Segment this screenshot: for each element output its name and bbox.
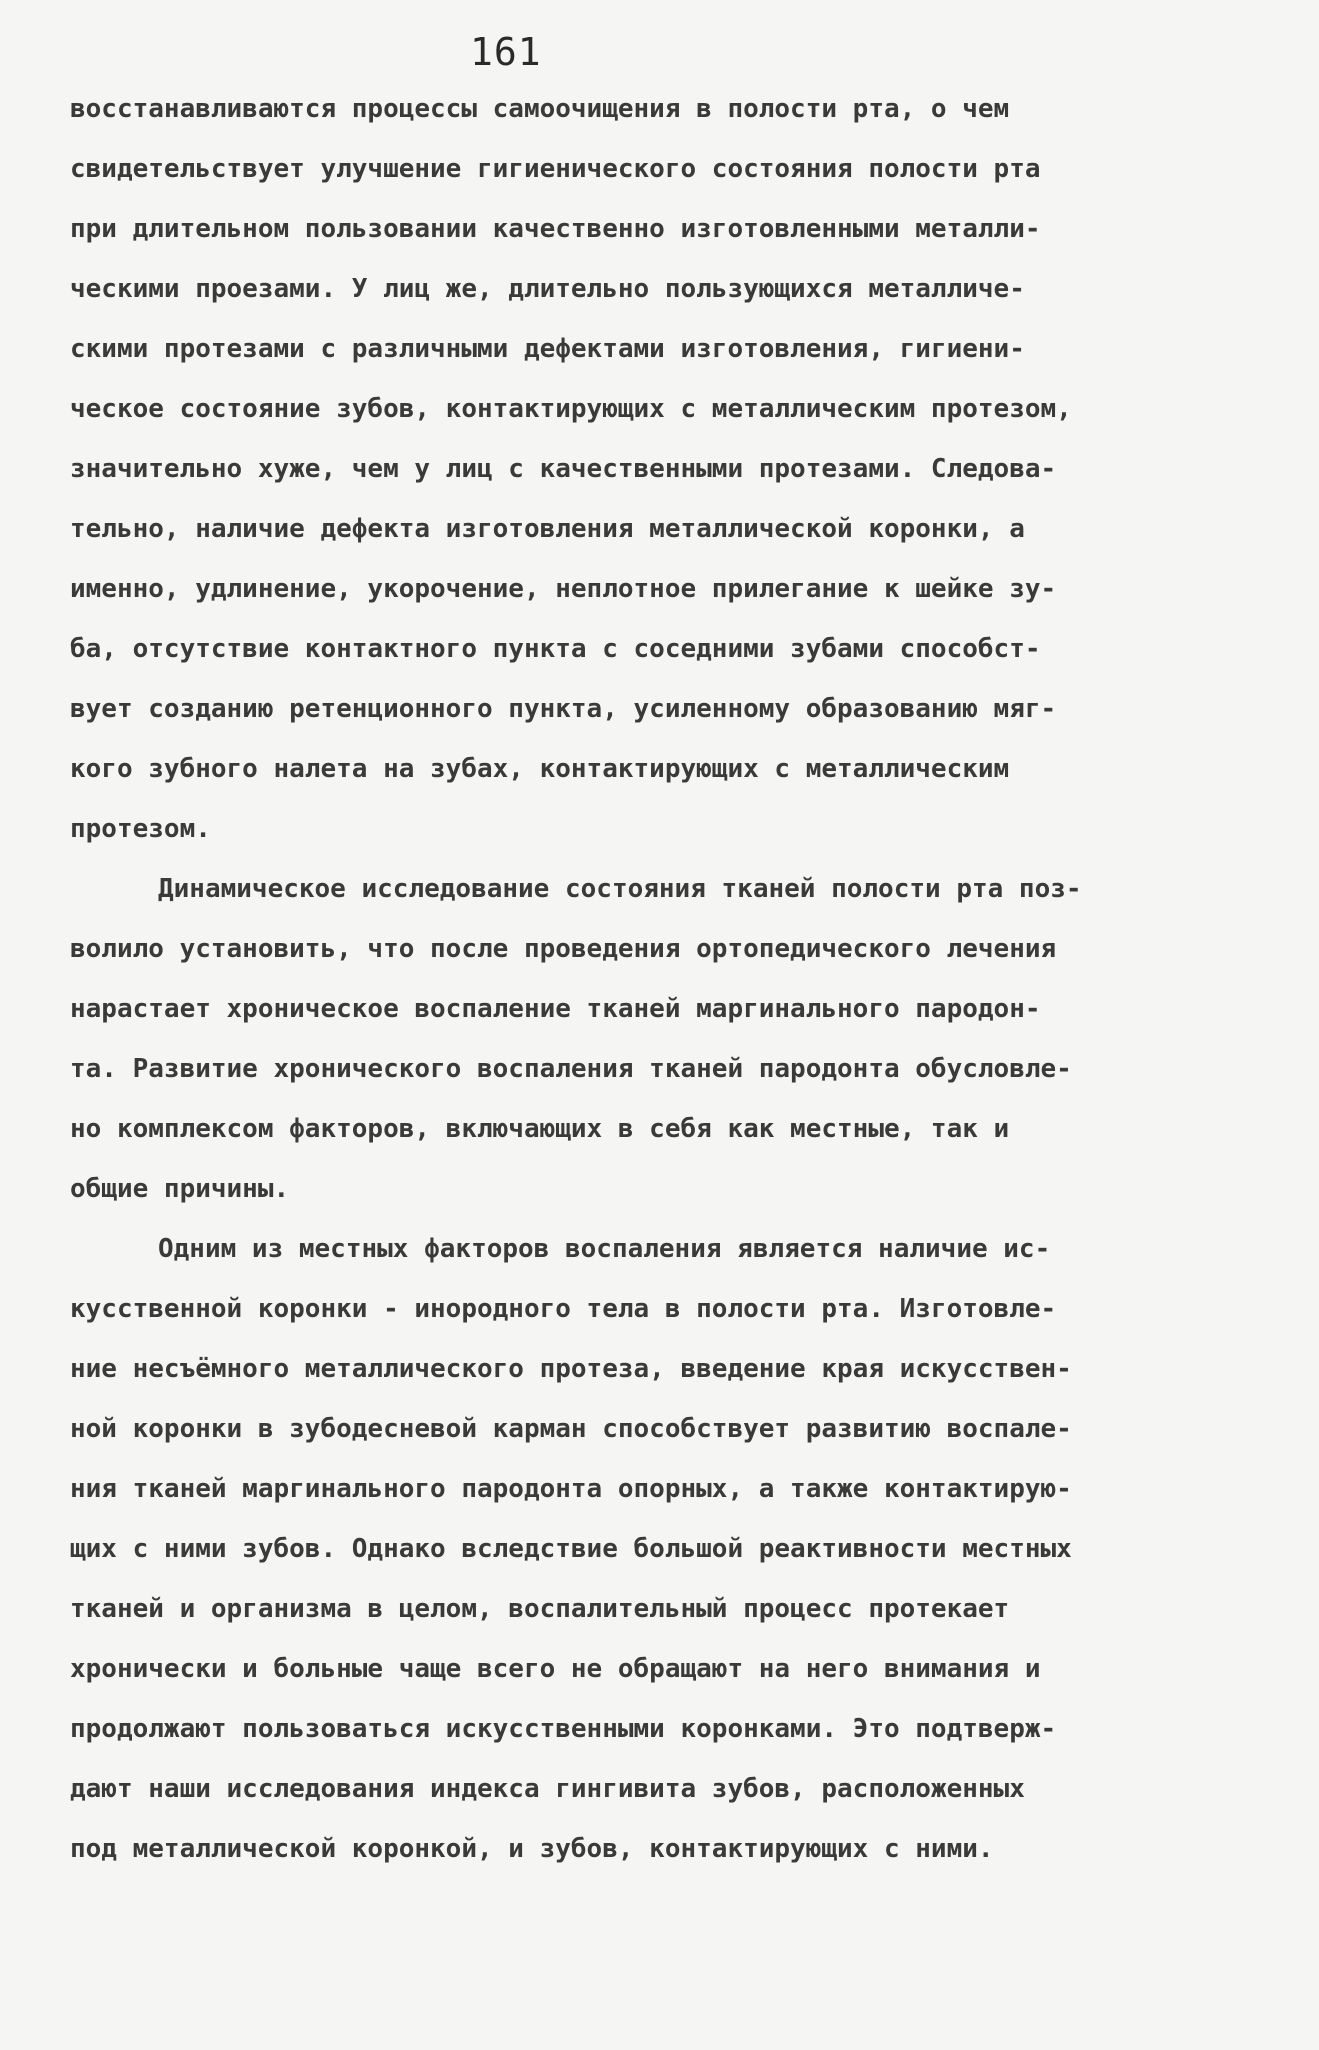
text-line: под металлической коронкой, и зубов, контактирующих с ними. — [70, 1834, 994, 1864]
text-line: вует созданию ретенционного пункта, усиленному образованию мяг- — [70, 694, 1057, 724]
text-line: ной коронки в зубодесневой карман способствует развитию воспале- — [70, 1414, 1072, 1444]
text-line: кого зубного налета на зубах, контактирующих с металлическим — [70, 754, 1010, 784]
text-line: восстанавливаются процессы самоочищения в полости рта, о чем — [70, 94, 1010, 124]
text-line: кусственной коронки - инородного тела в полости рта. Изготовле- — [70, 1294, 1057, 1324]
text-line: именно, удлинение, укорочение, неплотное прилегание к шейке зу- — [70, 574, 1057, 604]
text-line: та. Развитие хронического воспаления тканей пародонта обусловле- — [70, 1054, 1072, 1084]
text-line: но комплексом факторов, включающих в себя как местные, так и — [70, 1114, 1010, 1144]
text-line: при длительном пользовании качественно изготовленными металли- — [70, 214, 1041, 244]
text-line: общие причины. — [70, 1174, 290, 1204]
text-line: скими протезами с различными дефектами изготовления, гигиени- — [70, 334, 1025, 364]
text-line: тканей и организма в целом, воспалительный процесс протекает — [70, 1594, 1010, 1624]
text-line: Динамическое исследование состояния тканей полости рта поз- — [158, 874, 1082, 904]
text-line: хронически и больные чаще всего не обращают на него внимания и — [70, 1654, 1041, 1684]
text-line: свидетельствует улучшение гигиенического состояния полости рта — [70, 154, 1041, 184]
page-number: 161 — [470, 30, 542, 74]
text-line: дают наши исследования индекса гингивита зубов, расположенных — [70, 1774, 1025, 1804]
text-line: Одним из местных факторов воспаления является наличие ис- — [158, 1234, 1051, 1264]
text-line: щих с ними зубов. Однако вследствие большой реактивности местных — [70, 1534, 1072, 1564]
text-line: ние несъёмного металлического протеза, введение края искусствен- — [70, 1354, 1072, 1384]
text-line: тельно, наличие дефекта изготовления металлической коронки, а — [70, 514, 1025, 544]
text-line: ческими проезами. У лиц же, длительно пользующихся металличе- — [70, 274, 1025, 304]
text-line: ческое состояние зубов, контактирующих с металлическим протезом, — [70, 394, 1072, 424]
text-line: продолжают пользоваться искусственными коронками. Это подтверж- — [70, 1714, 1057, 1744]
text-line: ния тканей маргинального пародонта опорных, а также контактирую- — [70, 1474, 1072, 1504]
text-line: ба, отсутствие контактного пункта с соседними зубами способст- — [70, 634, 1041, 664]
text-line: значительно хуже, чем у лиц с качественными протезами. Следова- — [70, 454, 1057, 484]
text-line: волило установить, что после проведения ортопедического лечения — [70, 934, 1057, 964]
text-line: протезом. — [70, 814, 211, 844]
text-line: нарастает хроническое воспаление тканей маргинального пародон- — [70, 994, 1041, 1024]
